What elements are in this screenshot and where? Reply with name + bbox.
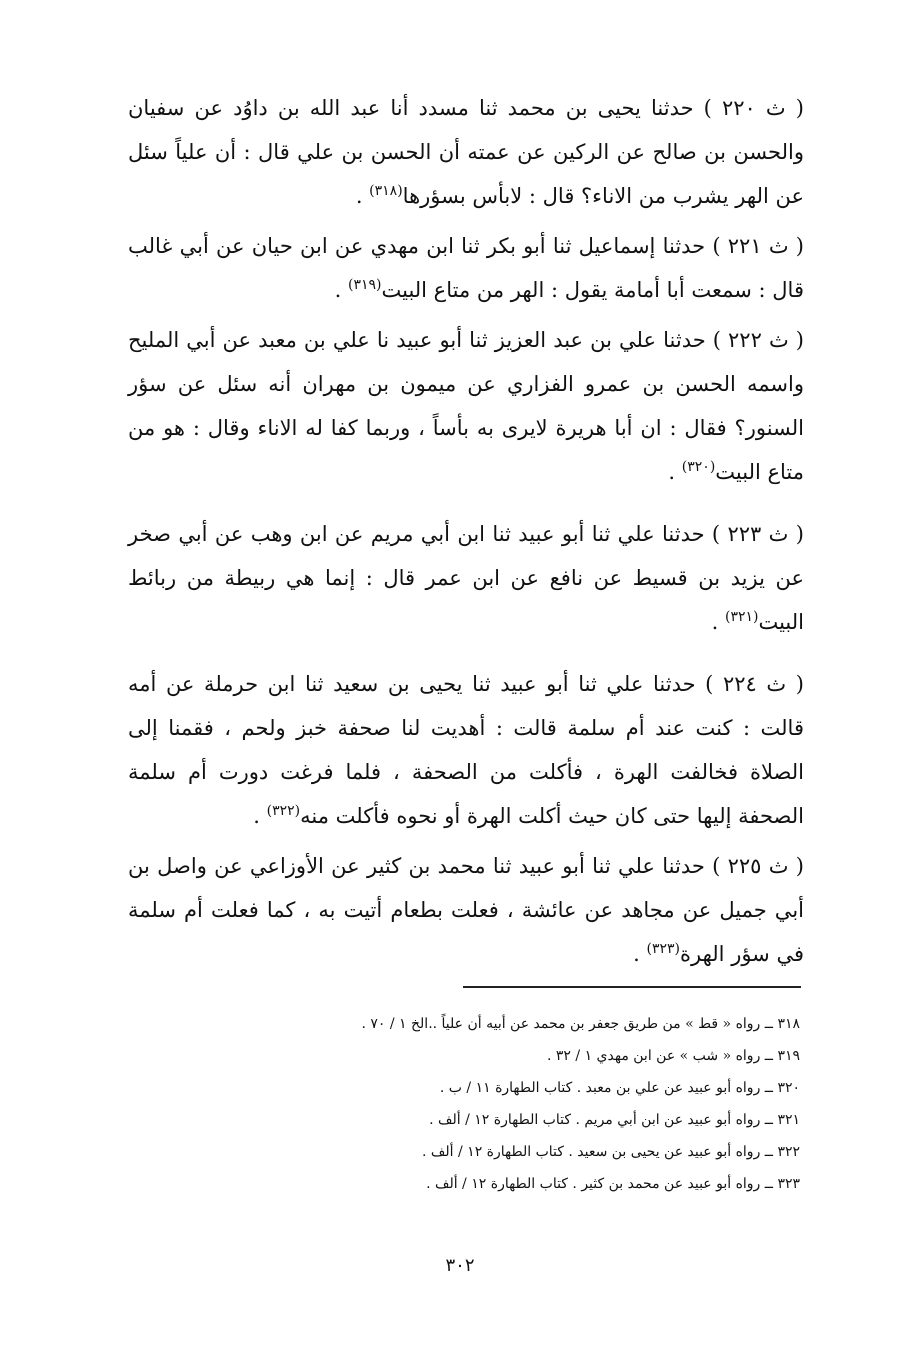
paragraph-end: . (334, 278, 348, 302)
paragraph-text: ( ث ٢٢١ ) حدثنا إسماعيل ثنا أبو بكر ثنا ابن مهدي عن ابن حيان عن أبي غالب قال : سمعت أبا أمامة يقول : الهر من متاع البيت (128, 234, 804, 302)
hadith-paragraph-221 (128, 224, 804, 312)
paragraph-text: ( ث ٢٢٣ ) حدثنا علي ثنا أبو عبيد ثنا ابن أبي مريم عن ابن وهب عن أبي صخر عن يزيد بن قسيط عن نافع عن ابن عمر قال : إنما هي ربيطة من ربائط البيت (128, 522, 804, 634)
footnote-320: ٣٢٠ ــ رواه أبو عبيد عن علي بن معبد . كتاب الطهارة ١١ / ب . (439, 1080, 800, 1096)
footnote-321: ٣٢١ ــ رواه أبو عبيد عن ابن أبي مريم . كتاب الطهارة ١٢ / ألف . (429, 1112, 800, 1128)
main-text (128, 86, 804, 982)
footnotes-section (280, 1008, 800, 1200)
footnote-reference: (٣٢١) (724, 609, 759, 625)
paragraph-end: . (355, 184, 370, 208)
hadith-paragraph-223 (128, 512, 804, 644)
footnote-reference: (٣١٨) (369, 183, 403, 199)
footnote-reference: (٣٢٣) (646, 941, 681, 957)
footnote-318: ٣١٨ ــ رواه « قط » من طريق جعفر بن محمد عن أبيه أن علياً ..الخ ١ / ٧٠ . (361, 1016, 800, 1032)
hadith-paragraph-220 (128, 86, 804, 218)
paragraph-end: . (633, 942, 647, 966)
footnote-319: ٣١٩ ــ رواه « شب » عن ابن مهدي ١ / ٣٢ . (547, 1048, 800, 1064)
hadith-paragraph-225 (128, 844, 804, 976)
paragraph-text: ( ث ٢٢٠ ) حدثنا يحيى بن محمد ثنا مسدد أنا عبد الله بن داوُد عن سفيان والحسن بن صالح عن الركين عن عمته أن الحسن بن علي قال : أن علياً سئل عن الهر يشرب من الاناء؟ قال : لابأس بسؤرها (128, 96, 804, 208)
page-number: ٣٠٢ (445, 1255, 475, 1276)
footnote-323: ٣٢٣ ــ رواه أبو عبيد عن محمد بن كثير . كتاب الطهارة ١٢ / ألف . (426, 1176, 800, 1192)
footnote-322: ٣٢٢ ــ رواه أبو عبيد عن يحيى بن سعيد . كتاب الطهارة ١٢ / ألف . (422, 1144, 800, 1160)
paragraph-end: . (711, 610, 725, 634)
footnote-reference: (٣٢٢) (266, 803, 301, 819)
paragraph-end: . (253, 804, 267, 828)
footnote-divider (463, 986, 801, 988)
hadith-paragraph-224 (128, 662, 804, 838)
paragraph-text: ( ث ٢٢٢ ) حدثنا علي بن عبد العزيز ثنا أبو عبيد نا علي بن معبد عن أبي المليح واسمه الحسن بن عمرو الفزاري عن ميمون بن مهران أنه سئل عن سؤر السنور؟ فقال : ان أبا هريرة لايرى به بأساً ، وربما كفا له الاناء وقال : هو من متاع البيت (128, 328, 804, 484)
paragraph-text: ( ث ٢٢٥ ) حدثنا علي ثنا أبو عبيد ثنا محمد بن كثير عن الأوزاعي عن واصل بن أبي جميل عن مجاهد عن عائشة ، فعلت بطعام أتيت به ، كما فعلت أم سلمة في سؤر الهرة (128, 854, 804, 966)
footnote-reference: (٣١٩) (347, 277, 382, 293)
paragraph-end: . (668, 460, 682, 484)
footnote-reference: (٣٢٠) (681, 459, 716, 475)
paragraph-text: ( ث ٢٢٤ ) حدثنا علي ثنا أبو عبيد ثنا يحيى بن سعيد ثنا ابن حرملة عن أمه قالت : كنت عند أم سلمة قالت : أهديت لنا صحفة خبز ولحم ، فقمنا إلى الصلاة فخالفت الهرة ، فأكلت من الصحفة ، فلما فرغت دورت أم سلمة الصحفة إليها حتى كان حيث أكلت الهرة أو نحوه فأكلت منه (128, 672, 804, 828)
hadith-paragraph-222 (128, 318, 804, 494)
